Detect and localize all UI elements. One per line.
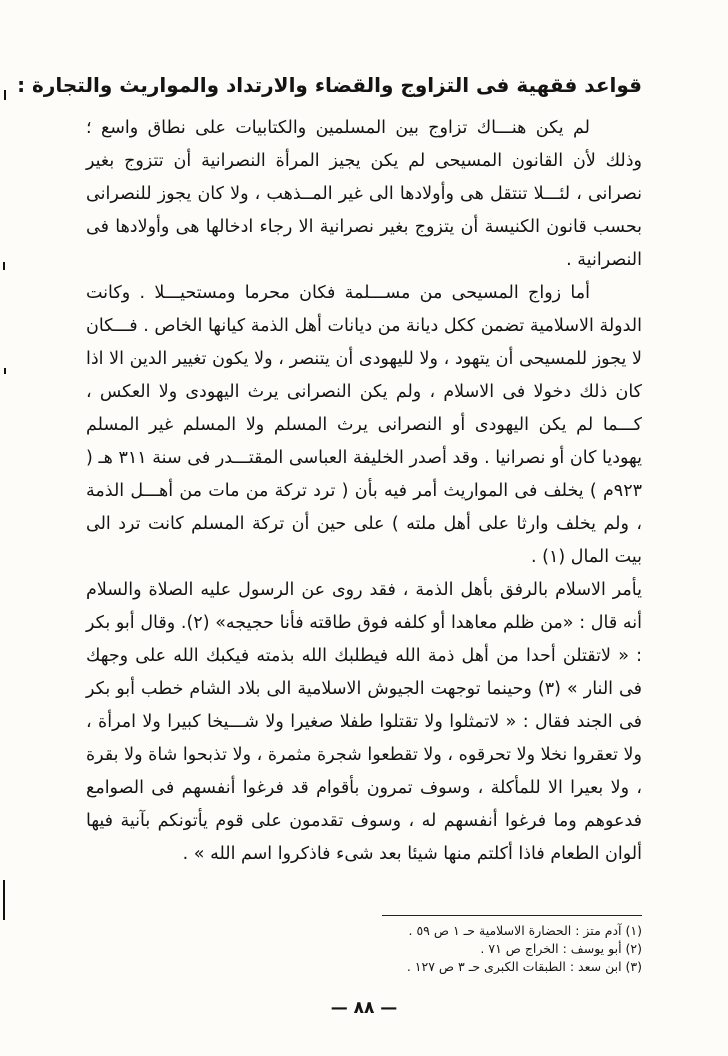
footnote-3: (٣) ابن سعد : الطبقات الكبرى حـ ٣ ص ١٢٧ .: [406, 959, 642, 974]
scan-edge-mark-top: [4, 90, 6, 100]
section-heading: قواعد فقهية فى التزاوج والقضاء والارتداد والمواريث والتجارة :: [17, 73, 642, 97]
footnote-1: (١) آدم متز : الحضارة الاسلامية حـ ١ ص ٥٩ .: [408, 923, 642, 938]
paragraph-inheritance: أما زواج المسيحى من مســـلمة فكان محرما ومستحيـــلا . وكانت الدولة الاسلامية تضمن ككل ديانة من ديانات أهل الذمة كيانها الخاص . فـــكان لا يجوز للمسيحى أن يتهود ، ولا لليهودى أن يتنصر ، ولا يكون تغيير الدين الا اذا كان ذلك دخولا فى الاسلام ، ولم يكن النصرانى يرث اليهودى ولا العكس ، كـــما لم يكن اليهودى أو النصرانى يرث المسلم ولا المسلم غير المسلم يهوديا كان أو نصرانيا . وقد أصدر الخليفة العباسى المقتـــدر فى سنة ٣١١ هـ ( ٩٢٣م ) يخلف فى المواريث أمر فيه بأن ( ترد تركة من مات من أهـــل الذمة ، ولم يخلف وارثا على أهل ملته ) على حين أن تركة المسلم كانت ترد الى بيت المال (١) .: [86, 283, 642, 567]
footnote-2: (٢) أبو يوسف : الخراج ص ٧١ .: [480, 941, 642, 956]
paragraph-marriage: لم يكن هنـــاك تزاوج بين المسلمين والكتابيات على نطاق واسع ؛ وذلك لأن القانون المسيحى لم يكن يجيز المرأة النصرانية أن تتزوج بغير نصرانى ، لئـــلا تنتقل هى وأولادها الى غير المــذهب ، ولا كان يجوز للنصرانى بحسب قانون الكنيسة أن يتزوج بغير نصرانية الا رجاء ادخالها هى وأولادها فى النصرانية .: [86, 118, 642, 270]
footnote-divider: [382, 915, 642, 916]
scan-edge-mark-lower: [4, 368, 6, 374]
scan-edge-mark-bottom: [3, 880, 5, 920]
body-text: [86, 112, 642, 871]
scan-edge-mark-middle: [3, 262, 5, 270]
paragraph-kindness: يأمر الاسلام بالرفق بأهل الذمة ، فقد روى عن الرسول عليه الصلاة والسلام أنه قال : «من ظلم معاهدا أو كلفه فوق طاقته فأنا حجيجه» (٢). وقال أبو بكر : « لاتقتلن أحدا من أهل ذمة الله فيطلبك الله بذمته فيكبك الله على وجهك فى النار » (٣) وحينما توجهت الجيوش الاسلامية الى بلاد الشام خطب أبو بكر فى الجند فقال : « لاتمثلوا ولا تقتلوا طفلا صغيرا ولا شـــيخا كبيرا ولا امرأة ، ولا تعقروا نخلا ولا تحرقوه ، ولا تقطعوا شجرة مثمرة ، ولا تذبحوا شاة ولا بقرة ، ولا بعيرا الا للمأكلة ، وسوف تمرون بأقوام قد فرغوا أنفسهم فى الصوامع فدعوهم وما فرغوا أنفسهم له ، وسوف تقدمون على قوم يأتونكم بآنية فيها ألوان الطعام فاذا أكلتم منها شيئا بعد شىء فاذكروا اسم الله » .: [86, 580, 642, 864]
page-number: — ٨٨ —: [330, 998, 398, 1018]
footnotes: [282, 922, 642, 976]
